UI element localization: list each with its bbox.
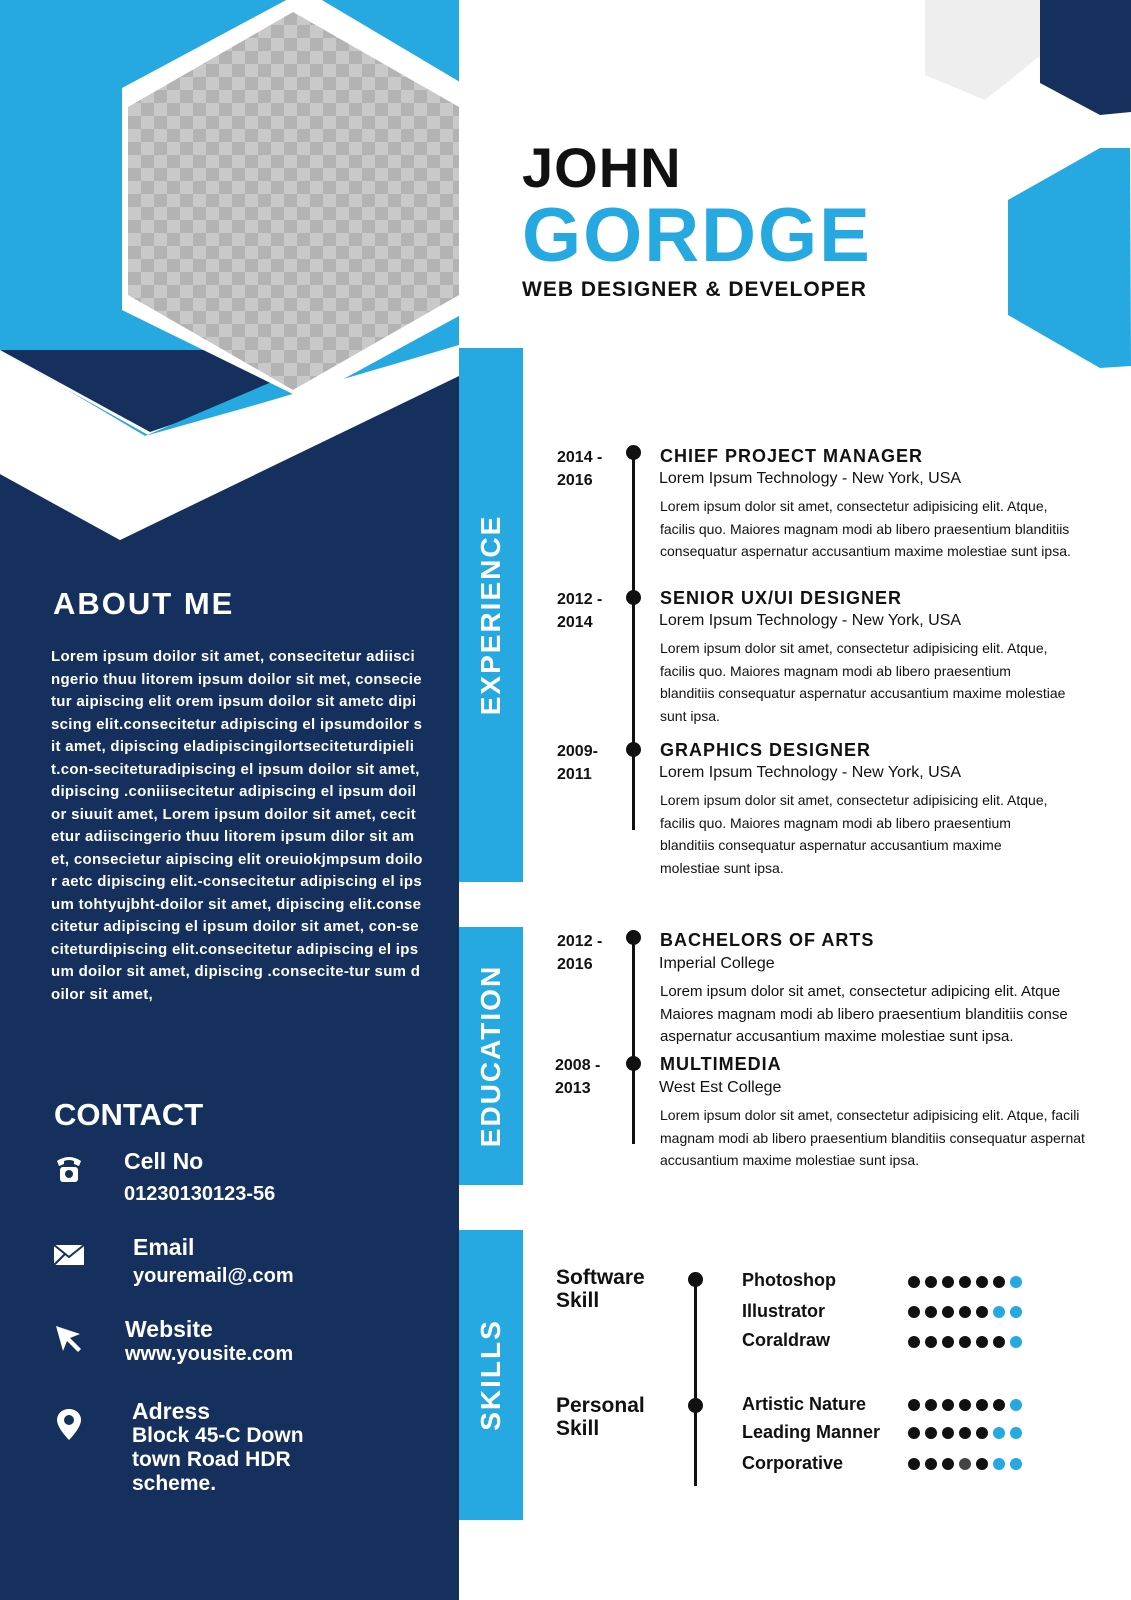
- cell-value-line: 01230130123-56: [124, 1183, 276, 1205]
- desc-line: Maiores magnam modi ab libero praesentium blanditiis conse: [660, 1005, 1068, 1023]
- rating-dot: [1010, 1399, 1022, 1411]
- desc-line: Lorem ipsum dolor sit amet, consectetur adipisicing elit. Atque, facili: [660, 1107, 1080, 1123]
- experience-role: CHIEF PROJECT MANAGER: [660, 446, 924, 466]
- rating-dot: [1010, 1427, 1022, 1439]
- skill-name: Illustrator: [742, 1301, 826, 1321]
- rating-dot: [993, 1399, 1005, 1411]
- software-skill-heading: [556, 1266, 645, 1312]
- rating-dot: [959, 1336, 971, 1348]
- personal-skill-heading: [556, 1394, 645, 1440]
- first-name: JOHN: [522, 136, 682, 199]
- rating-dot: [908, 1276, 920, 1288]
- rating-dot: [908, 1336, 920, 1348]
- group-line: Personal: [556, 1394, 645, 1417]
- rating-dot: [993, 1458, 1005, 1470]
- website-value-line[interactable]: www.yousite.com: [125, 1343, 294, 1365]
- address-label: Adress: [132, 1398, 210, 1424]
- envelope-icon: [52, 1238, 86, 1272]
- rating-dot: [976, 1427, 988, 1439]
- cell-label: Cell No: [124, 1148, 204, 1174]
- experience-tab: [459, 348, 523, 882]
- education-desc: [660, 981, 1131, 1049]
- timeline-dot: [626, 590, 641, 605]
- skill-name: Corporative: [742, 1453, 844, 1473]
- rating-dot: [1010, 1336, 1022, 1348]
- desc-line: facilis quo. Maiores magnam modi ab libero praesentium: [660, 814, 1011, 831]
- desc-line: Lorem ipsum dolor sit amet, consectetur adipisicing elit. Atque,: [660, 498, 1048, 514]
- education-desc: [660, 1104, 1131, 1172]
- rating-dot: [925, 1276, 937, 1288]
- rating-dot: [993, 1336, 1005, 1348]
- experience-tab-label: EXPERIENCE: [475, 514, 506, 716]
- rating-dot: [942, 1276, 954, 1288]
- about-text: Lorem ipsum doilor sit amet, consecitetur adiiscingerio thuu litorem ipsum doilor sit met, consecietur aipiscing elit orem ipsum doilor sit ametc dipiscing elit.consecitetur adipiscing el ipsumdoilor sit amet, dipiscing eladipiscingilortseciteturdipielit.con-seciteturadipiscing el ipsum doilor sit amet, dipiscing .coniiisecitetur adipiscing el ipsum doilor siuuit amet, Lorem ipsum doilor sit amet, cecitetur adiiscingerio thuu litorem ipsum dilor sit amet, consecietur aipiscing elit oreuiokjmpsum doilor aetc dipiscing elit.-consecitetur adipiscing el ipsum tohtyujbht-doilor sit amet, dipiscing elit.consecitetur adipiscing el ipsum doilor sit amet, con-seciteturdipiscing elit.consecitetur adipiscing el ipsum doilor sit amet, dipiscing .consecite-tur sum doilor sit amet,: [51, 648, 423, 1003]
- address-line: scheme.: [132, 1472, 217, 1495]
- rating-dot: [942, 1399, 954, 1411]
- location-pin-icon: [52, 1407, 86, 1441]
- cursor-icon: [52, 1322, 86, 1356]
- year-line: 2014: [557, 614, 593, 631]
- rating-dot: [908, 1427, 920, 1439]
- education-years: [557, 930, 602, 976]
- last-name: GORDGE: [522, 193, 872, 278]
- experience-desc: [660, 637, 1115, 727]
- about-title: ABOUT ME: [53, 586, 235, 621]
- timeline-dot: [626, 742, 641, 757]
- year-line: 2016: [557, 472, 593, 489]
- desc-line: accusantium maxime molestiae sunt ipsa.: [660, 1152, 920, 1168]
- skill-rating: [908, 1336, 1022, 1348]
- experience-years: [557, 588, 602, 634]
- desc-line: Lorem ipsum dolor sit amet, consectetur adipicing elit. Atque: [660, 983, 1061, 1000]
- skills-tab-label: SKILLS: [475, 1319, 506, 1431]
- rating-dot: [942, 1458, 954, 1470]
- year-line: 2012 -: [557, 933, 603, 950]
- skill-name: Photoshop: [742, 1270, 836, 1290]
- desc-line: Lorem ipsum dolor sit amet, consectetur adipisicing elit. Atque,: [660, 640, 1048, 656]
- year-line: 2012 -: [557, 591, 603, 608]
- skills-timeline: [694, 1278, 697, 1486]
- desc-line: Lorem ipsum dolor sit amet, consectetur adipisicing elit. Atque,: [660, 792, 1048, 808]
- rating-dot: [925, 1336, 937, 1348]
- skills-dot: [688, 1272, 703, 1287]
- rating-dot: [925, 1458, 937, 1470]
- photo-placeholder-icon[interactable]: [128, 12, 459, 390]
- rating-dot: [993, 1427, 1005, 1439]
- year-line: 2009-: [557, 743, 598, 760]
- rating-dot: [959, 1306, 971, 1318]
- rating-dot: [959, 1276, 971, 1288]
- timeline-dot: [626, 1056, 641, 1071]
- job-title: WEB DESIGNER & DEVELOPER: [522, 278, 867, 301]
- desc-line: blanditiis consequatur aspernatur accusantium maxime molestiae: [660, 685, 1066, 701]
- email-value-line[interactable]: youremail@.com: [133, 1265, 294, 1287]
- education-school: Imperial College: [659, 955, 775, 972]
- timeline-dot: [626, 930, 641, 945]
- website-value[interactable]: [125, 1342, 293, 1366]
- skill-name: Coraldraw: [742, 1330, 831, 1350]
- year-line: 2011: [557, 766, 592, 783]
- experience-org: Lorem Ipsum Technology - New York, USA: [659, 764, 962, 781]
- skill-name: Artistic Nature: [742, 1394, 867, 1414]
- skill-rating: [908, 1399, 1022, 1411]
- rating-dot: [925, 1427, 937, 1439]
- rating-dot: [959, 1399, 971, 1411]
- desc-line: blanditiis consequatur aspernatur accusantium maxime: [660, 837, 1002, 853]
- rating-dot: [959, 1427, 971, 1439]
- education-tab-label: EDUCATION: [475, 964, 506, 1148]
- group-line: Software: [556, 1266, 645, 1289]
- experience-org: Lorem Ipsum Technology - New York, USA: [659, 612, 962, 629]
- experience-years: [557, 446, 602, 492]
- rating-dot: [925, 1399, 937, 1411]
- rating-dot: [959, 1458, 971, 1470]
- experience-desc: [660, 789, 1115, 879]
- email-label: Email: [133, 1234, 195, 1260]
- year-line: 2014 -: [557, 449, 603, 466]
- rating-dot: [993, 1276, 1005, 1288]
- rating-dot: [925, 1306, 937, 1318]
- rating-dot: [908, 1306, 920, 1318]
- year-line: 2013: [555, 1080, 591, 1097]
- rating-dot: [1010, 1458, 1022, 1470]
- experience-desc: [660, 495, 1115, 563]
- skills-tab: [459, 1230, 523, 1520]
- education-school: West Est College: [659, 1079, 782, 1096]
- skills-dot: [688, 1398, 703, 1413]
- desc-line: consequatur aspernatur accusantium maxime molestiae sunt ipsa.: [660, 543, 1071, 559]
- desc-line: sunt ipsa.: [660, 707, 720, 724]
- experience-org: Lorem Ipsum Technology - New York, USA: [659, 470, 962, 487]
- rating-dot: [942, 1336, 954, 1348]
- rating-dot: [908, 1458, 920, 1470]
- education-timeline: [632, 930, 635, 1144]
- experience-years: [557, 740, 598, 786]
- desc-line: aspernatur accusantium maxime molestiae sunt ipsa.: [660, 1028, 1014, 1045]
- rating-dot: [976, 1306, 988, 1318]
- group-line: Skill: [556, 1417, 600, 1440]
- skill-rating: [908, 1458, 1022, 1470]
- education-degree: BACHELORS OF ARTS: [660, 930, 875, 950]
- desc-line: facilis quo. Maiores magnam modi ab libero praesentium: [660, 662, 1011, 679]
- address-line: Block 45-C Down: [132, 1424, 304, 1447]
- website-label: Website: [125, 1316, 213, 1342]
- desc-line: magnam modi ab libero praesentium blanditiis consequatur aspernat: [660, 1129, 1085, 1146]
- experience-role: GRAPHICS DESIGNER: [660, 740, 872, 760]
- education-degree: MULTIMEDIA: [660, 1054, 782, 1074]
- skill-rating: [908, 1306, 1022, 1318]
- rating-dot: [1010, 1306, 1022, 1318]
- rating-dot: [976, 1458, 988, 1470]
- rating-dot: [942, 1306, 954, 1318]
- education-years: [555, 1054, 600, 1100]
- contact-title: CONTACT: [54, 1097, 204, 1132]
- rating-dot: [942, 1427, 954, 1439]
- rating-dot: [993, 1306, 1005, 1318]
- experience-timeline: [632, 452, 635, 830]
- year-line: 2016: [557, 956, 593, 973]
- timeline-dot: [626, 445, 641, 460]
- experience-role: SENIOR UX/UI DESIGNER: [660, 588, 903, 608]
- skill-rating: [908, 1427, 1022, 1439]
- cell-value: [124, 1182, 275, 1206]
- rating-dot: [976, 1399, 988, 1411]
- skill-name: Leading Manner: [742, 1422, 881, 1442]
- rating-dot: [908, 1399, 920, 1411]
- education-tab: [459, 927, 523, 1185]
- desc-line: facilis quo. Maiores magnam modi ab libero praesentium blanditiis: [660, 520, 1070, 537]
- address-value: [132, 1424, 304, 1496]
- address-line: town Road HDR: [132, 1448, 291, 1471]
- email-value[interactable]: [133, 1264, 294, 1288]
- group-line: Skill: [556, 1289, 600, 1312]
- skill-rating: [908, 1276, 1022, 1288]
- year-line: 2008 -: [555, 1057, 601, 1074]
- rating-dot: [976, 1276, 988, 1288]
- desc-line: molestiae sunt ipsa.: [660, 859, 784, 876]
- phone-icon: [52, 1152, 86, 1186]
- rating-dot: [1010, 1276, 1022, 1288]
- rating-dot: [976, 1336, 988, 1348]
